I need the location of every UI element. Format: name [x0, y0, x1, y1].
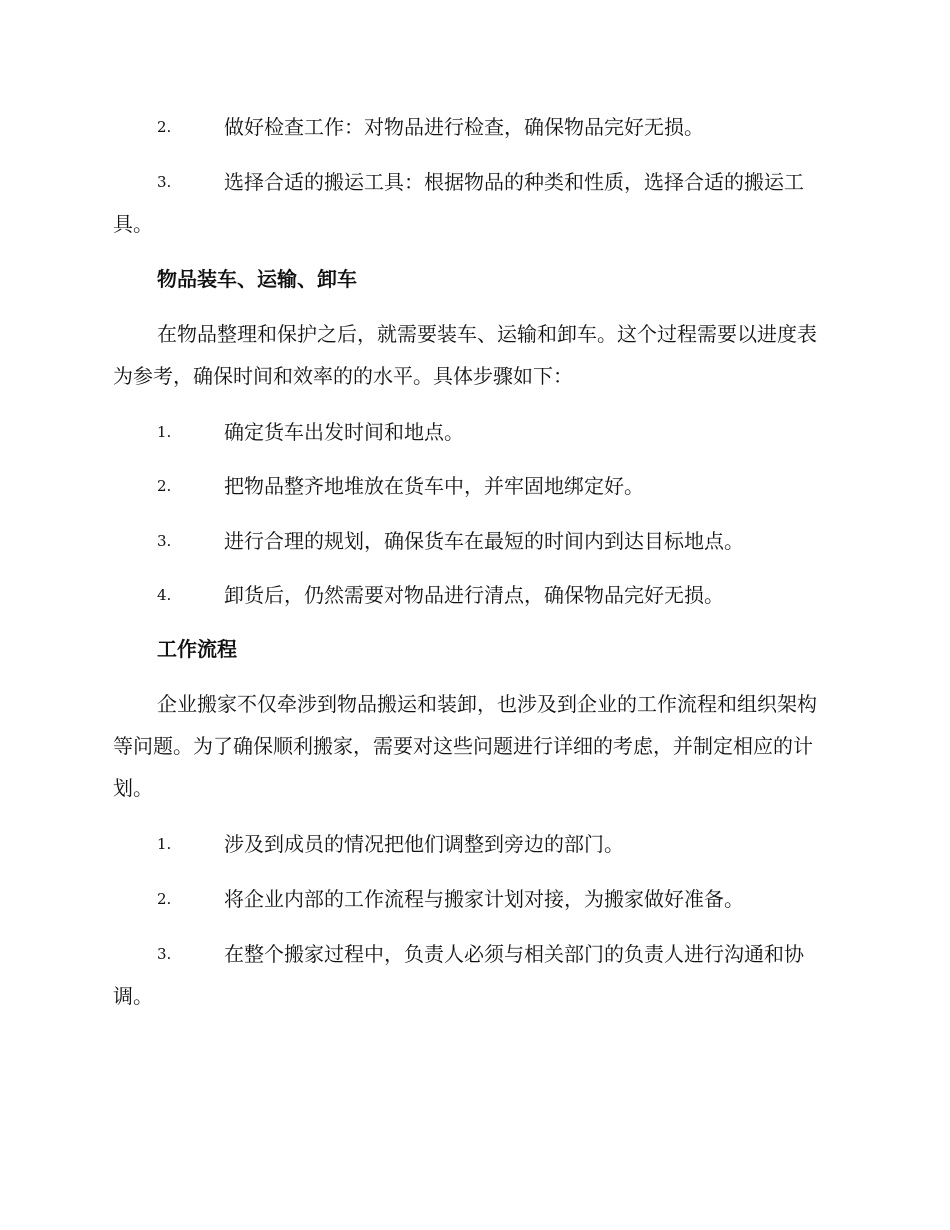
list-item — [113, 823, 833, 865]
section-heading: 物品装车、运输、卸车 — [157, 267, 357, 291]
list-item-text: 在整个搬家过程中，负责人必须与相关部门的负责人进行沟通和协调。 — [113, 942, 804, 1008]
list-item-number: 3. — [157, 945, 172, 963]
list-item-text: 进行合理的规划，确保货车在最短的时间内到达目标地点。 — [224, 529, 744, 553]
list-item-number: 2. — [157, 890, 172, 908]
list-item — [113, 878, 833, 920]
list-item-number: 2. — [157, 477, 172, 495]
list-item-number: 1. — [157, 835, 172, 853]
list-item-text: 将企业内部的工作流程与搬家计划对接，为搬家做好准备。 — [224, 887, 744, 911]
list-item — [113, 161, 833, 245]
list-item-text: 卸货后，仍然需要对物品进行清点，确保物品完好无损。 — [224, 583, 724, 607]
body-paragraph: 在物品整理和保护之后，就需要装车、运输和卸车。这个过程需要以进度表为参考，确保时间和效率的的水平。具体步骤如下： — [113, 322, 817, 388]
list-item — [113, 520, 833, 562]
list-item-text: 把物品整齐地堆放在货车中，并牢固地绑定好。 — [224, 474, 644, 498]
list-item — [113, 411, 833, 453]
list-item-number: 3. — [157, 532, 172, 550]
list-item-number: 3. — [157, 173, 172, 191]
list-item-number: 2. — [157, 118, 172, 136]
list-item-number: 1. — [157, 423, 172, 441]
list-item — [113, 106, 833, 148]
list-item-text: 涉及到成员的情况把他们调整到旁边的部门。 — [224, 832, 624, 856]
body-paragraph: 企业搬家不仅牵涉到物品搬运和装卸，也涉及到企业的工作流程和组织架构等问题。为了确保顺利搬家，需要对这些问题进行详细的考虑，并制定相应的计划。 — [113, 692, 817, 800]
list-item-number: 4. — [157, 586, 172, 604]
list-item — [113, 933, 833, 1017]
list-item-text: 选择合适的搬运工具：根据物品的种类和性质，选择合适的搬运工具。 — [113, 170, 804, 236]
list-item — [113, 574, 833, 616]
list-item-text: 确定货车出发时间和地点。 — [224, 420, 464, 444]
section-heading: 工作流程 — [157, 637, 237, 661]
list-item — [113, 465, 833, 507]
list-item-text: 做好检查工作：对物品进行检查，确保物品完好无损。 — [224, 115, 704, 139]
